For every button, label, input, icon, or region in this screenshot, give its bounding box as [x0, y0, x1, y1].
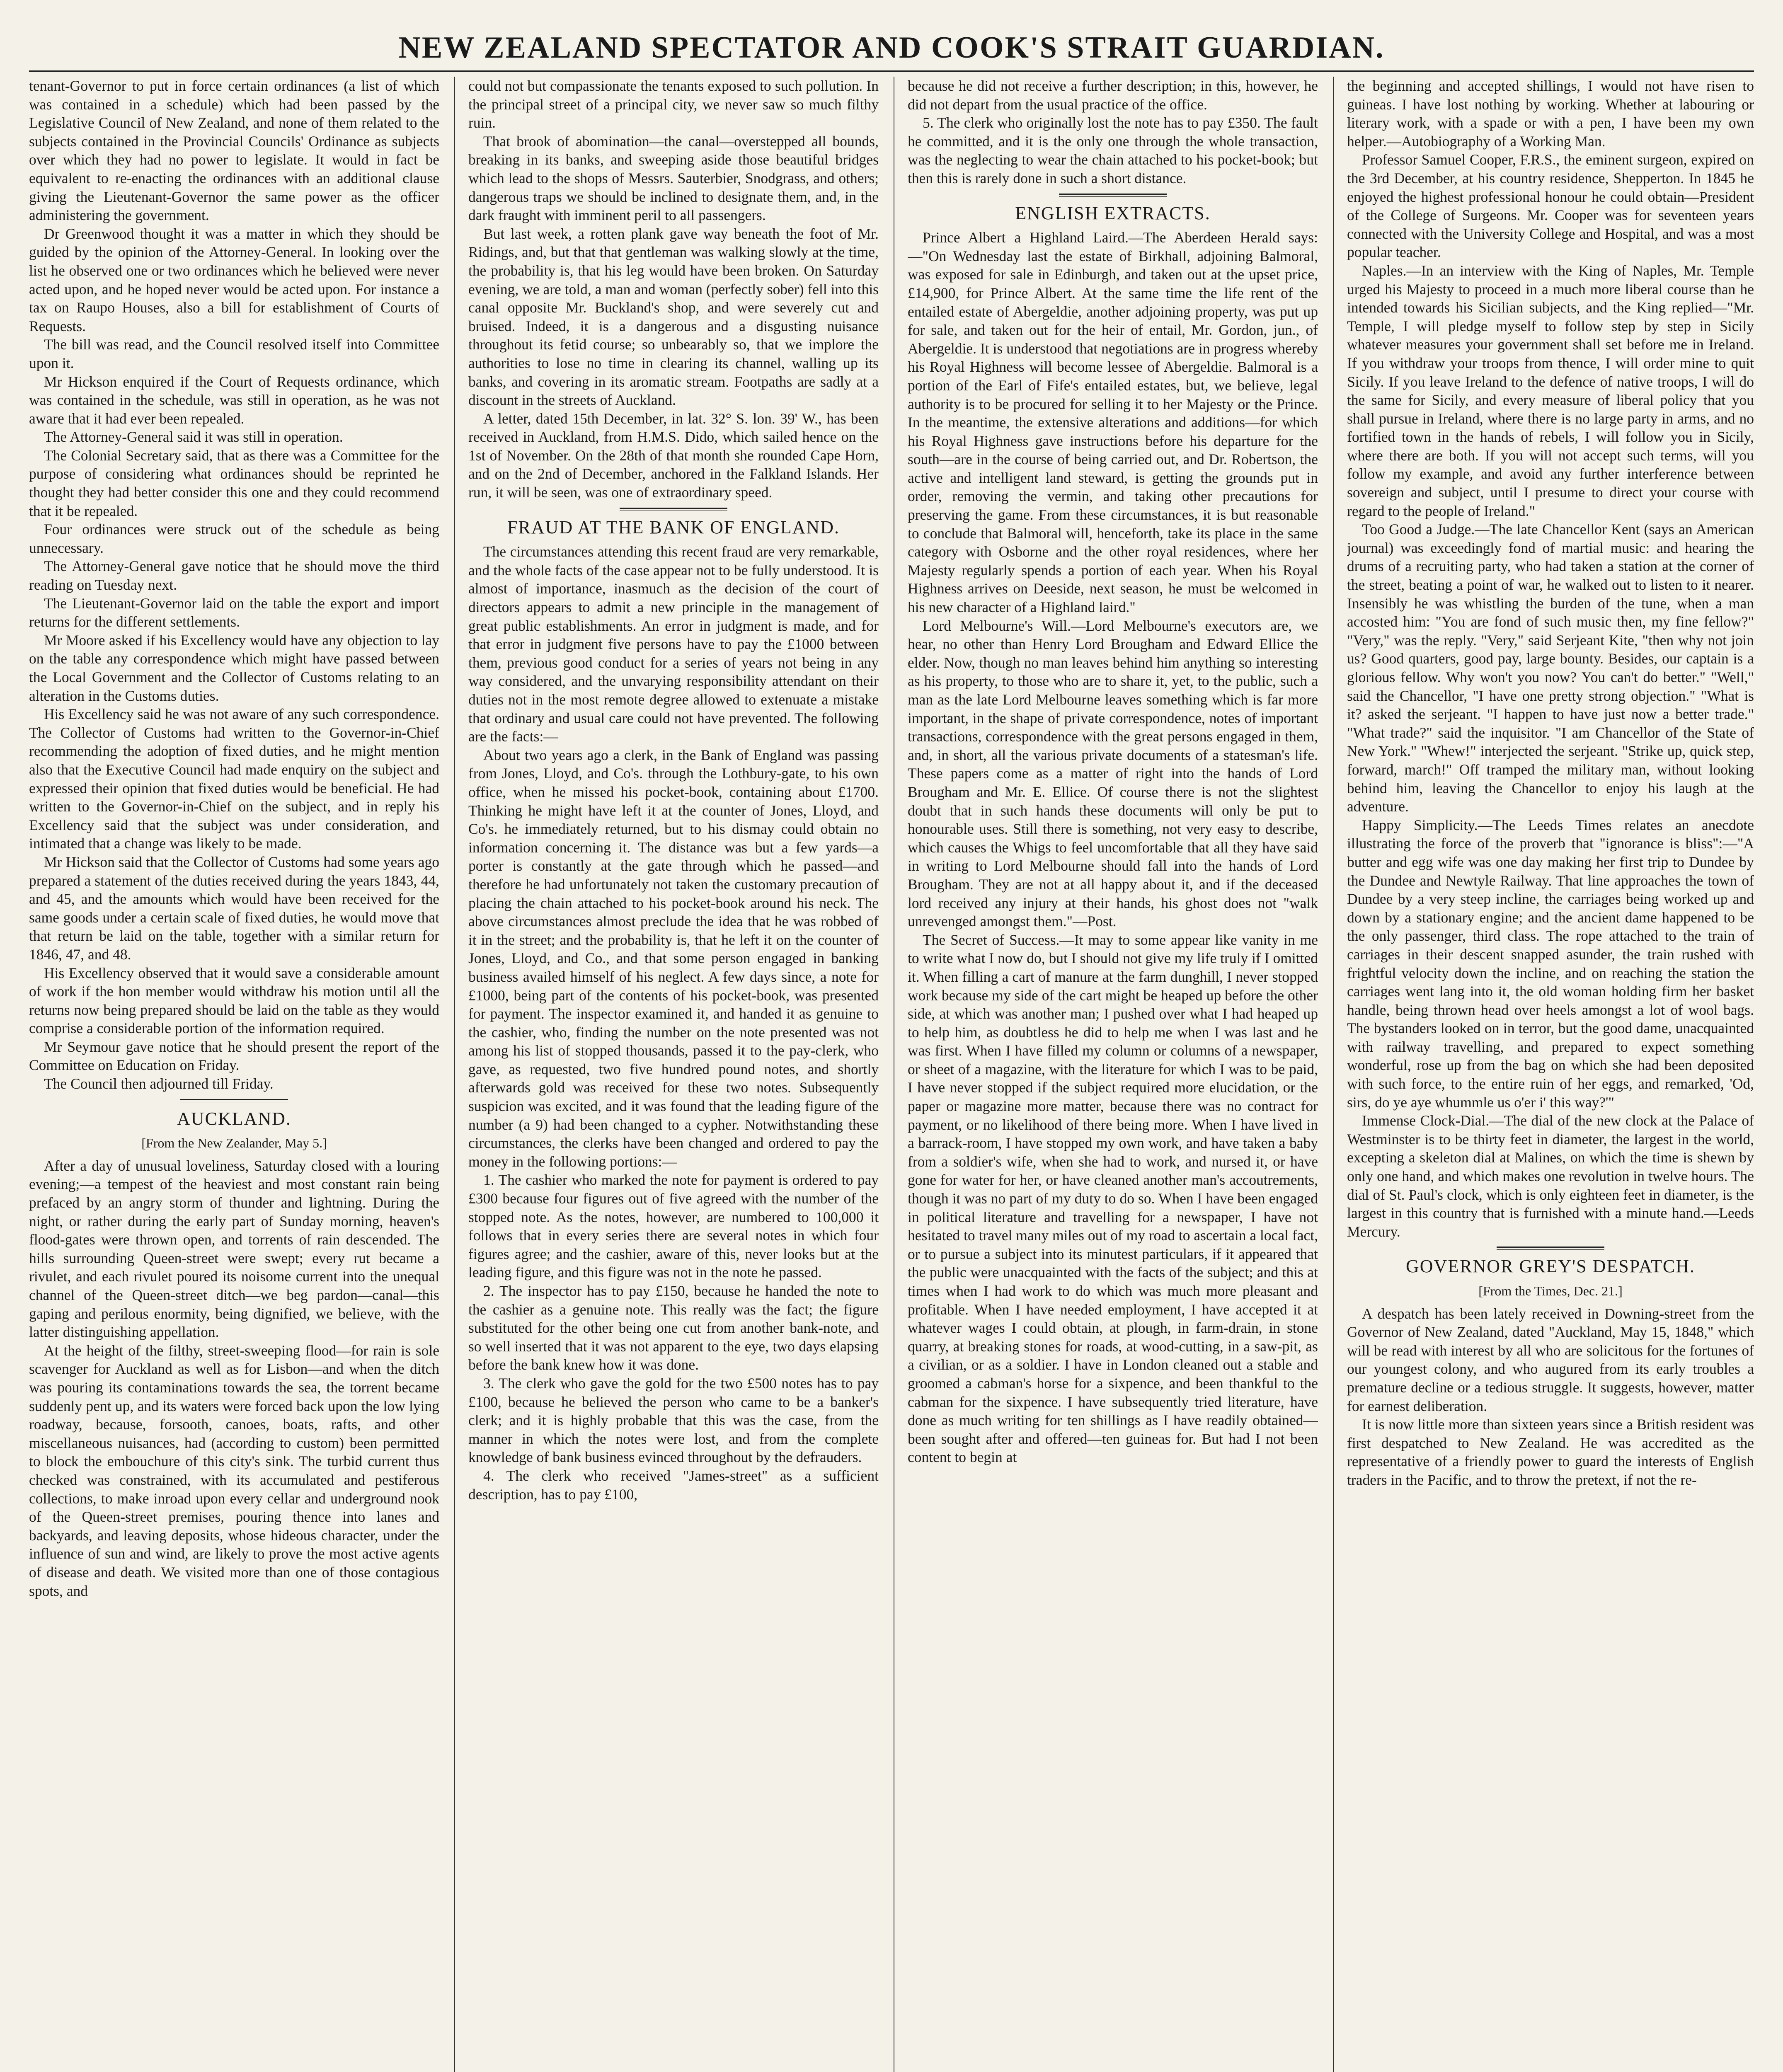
paragraph: Mr Hickson said that the Collector of Customs had some years ago prepared a statement of the duties received during the years 1843, 44, and 45, and the amounts which would have been received for the same goods under a certain scale of fixed duties, he would move that that return be laid on the table, together with a similar return for 1846, 47, and 48.: [29, 853, 439, 963]
paragraph: The Attorney-General gave notice that he should move the third reading on Tuesday next.: [29, 558, 439, 593]
paragraph: A despatch has been lately received in Downing-street from the Governor of New Zealand, dated "Auckland, May 15, 1848," which will be read with interest by all who are solicitous for the fortunes of our youngest colony, and who augured from its early troubles a premature decline or a tedious struggle. It suggests, however, matter for earnest deliberation.: [1347, 1305, 1754, 1414]
paragraph: Mr Seymour gave notice that he should present the report of the Committee on Education on Friday.: [29, 1038, 439, 1074]
masthead: NEW ZEALAND SPECTATOR AND COOK'S STRAIT GUARDIAN.: [29, 25, 1754, 72]
newspaper-page: [29, 25, 1754, 2072]
paragraph: Happy Simplicity.—The Leeds Times relates an anecdote illustrating the force of the proverb that "ignorance is bliss":—"A butter and egg wife was one day making her first trip to Dundee by the Dundee and Newtyle Railway. That line approaches the town of Dundee by a very steep incline, the carriages being worked up and down by a stationary engine; and the ancient dame happened to be the only passenger, third class. The rope attached to the train of carriages in their descent snapped asunder, the train rushed with frightful velocity down the incline, and on reaching the station the carriages went lang into it, the old woman holding firm her basket handle, being thrown head over heels amongst a lot of wool bags. The bystanders looked on in terror, but the good dame, unacquainted with railway travelling, and prepared to expect something wonderful, rose up from the bag on which she had been deposited with such force, to the entire ruin of her eggs, and remarked, 'Od, sirs, do ye aye whummle us o'er i' this way?'": [1347, 816, 1754, 1111]
paragraph: The Colonial Secretary said, that as there was a Committee for the purpose of considering what ordinances should be reprinted he thought they had better consider this one and they could recommend that it be repealed.: [29, 447, 439, 519]
paragraph: His Excellency observed that it would save a considerable amount of work if the hon member would withdraw his motion until all the returns now being prepared should be laid on the table as they would comprise a considerable portion of the information required.: [29, 964, 439, 1037]
paragraph: That brook of abomination—the canal—overstepped all bounds, breaking in its banks, and sweeping aside those beautiful bridges which lead to the shops of Messrs. Sauterbier, Snodgrass, and others; dangerous traps we should be inclined to designate them, and, in the dark fraught with imminent peril to all passengers.: [468, 133, 879, 224]
paragraph: the beginning and accepted shillings, I would not have risen to guineas. I have lost nothing by working. Whether at labouring or literary work, with a spade or with a pen, I have been my own helper.—Autobiography of a Working Man.: [1347, 77, 1754, 150]
section-heading: FRAUD AT THE BANK OF ENGLAND.: [507, 517, 840, 537]
column-1: [29, 77, 439, 2072]
paragraph: The Secret of Success.—It may to some appear like vanity in me to write what I now do, but I should not give my life truly if I omitted it. When filling a cart of manure at the farm dunghill, I never stopped work because my side of the cart might be heaped up before the other side, at which was another man; I pushed over what I had heaped up to help him, as doubtless he did to help me when I was last and he was first. When I have filled my column or columns of a newspaper, or sheet of a magazine, with the literature for which I was to be paid, I have never stopped if the subject required more elucidation, or the paper or magazine more matter, because there was no contract for payment, or no likelihood of there being more. When I have lived in a barrack-room, I have stopped my own work, and have taken a baby from a soldier's wife, when she had to work, and nursed it, or have gone for water for her, or have cleaned another man's accoutrements, though it was no part of my duty to do so. When I have been engaged in political literature and travelling for a newspaper, I have not hesitated to travel many miles out of my road to ascertain a local fact, or to pursue a subject into its minutest particulars, if it appeared that the public were unacquainted with the facts of the subject; and this at times when I had work to do which was much more pleasant and profitable. When I have needed employment, I have accepted it at whatever wages I could obtain, at plough, in farm-drain, in stone quarry, at breaking stones for roads, at wood-cutting, in a saw-pit, as a civilian, or as a soldier. I have in London cleaned out a stable and groomed a cabman's horse for a sixpence, and been thankful to the cabman for the sixpence. I have subsequently tried literature, have done as much writing for ten shillings as I have readily obtained—been sought after and offered—ten guineas for. But had I not been content to begin at: [908, 931, 1318, 1466]
paragraph: Professor Samuel Cooper, F.R.S., the eminent surgeon, expired on the 3rd December, at his country residence, Shepperton. In 1845 he enjoyed the highest professional honour he could obtain—President of the College of Surgeons. Mr. Cooper was for seventeen years connected with the University College and Hospital, and was a most popular teacher.: [1347, 151, 1754, 261]
paragraph: It is now little more than sixteen years since a British resident was first despatched to New Zealand. He was accredited as the representative of a friendly power to guard the interests of English traders in the Pacific, and to throw the pretext, if not the re-: [1347, 1416, 1754, 1488]
paragraph: 1. The cashier who marked the note for payment is ordered to pay £300 because four figures out of five agreed with the number of the stopped note. As the notes, however, are numbered to 100,000 it follows that in every series there are several notes in which four figures agree; and the cashier, aware of this, never looks but at the leading figure, and this figure was not in the note he passed.: [468, 1172, 879, 1281]
paragraph: 5. The clerk who originally lost the note has to pay £350. The fault he committed, and it is the only one through the whole transaction, was the neglecting to wear the chain attached to his pocket-book; but then this is rarely done in such a short distance.: [908, 114, 1318, 186]
paragraph: Mr Hickson enquired if the Court of Requests ordinance, which was contained in the schedule, was still in operation, as he was not aware that it had ever been repealed.: [29, 373, 439, 427]
section-divider: [180, 1099, 288, 1102]
source-line: [From the New Zealander, May 5.]: [141, 1135, 327, 1151]
paragraph: because he did not receive a further description; in this, however, he did not depart from the usual practice of the office.: [908, 77, 1318, 113]
paragraph: 4. The clerk who received "James-street" as a sufficient description, has to pay £100,: [468, 1467, 879, 1503]
paragraph: The Lieutenant-Governor laid on the table the export and import returns for the different settlements.: [29, 595, 439, 630]
section-heading: ENGLISH EXTRACTS.: [1015, 203, 1211, 223]
paragraph: 3. The clerk who gave the gold for the two £500 notes has to pay £100, because he believed the person who came to be a banker's clerk; and it is highly probable that this was the case, from the manner in which the notes were lost, and from the complete knowledge of bank business evinced throughout by the defrauders.: [468, 1375, 879, 1466]
paragraph: The bill was read, and the Council resolved itself into Committee upon it.: [29, 336, 439, 371]
paragraph: Four ordinances were struck out of the schedule as being unnecessary.: [29, 521, 439, 556]
column-3: [908, 77, 1318, 2072]
paragraph: The circumstances attending this recent fraud are very remarkable, and the whole facts of the case appear not to be fully understood. It is almost of importance, inasmuch as the decision of the court of directors appears to admit a new principle in the management of great public establishments. An error in judgment is made, and for that error in judgment five persons have to pay the £1000 between them, previous good conduct for a series of years not being in any way considered, and the unvarying responsibility attendant on their duties not in the most remote degree allowed to extenuate a mistake that ordinary and usual care could not have prevented. The following are the facts:—: [468, 543, 879, 745]
paragraph: After a day of unusual loveliness, Saturday closed with a louring evening;—a tempest of the heaviest and most constant rain being prefaced by an angry storm of thunder and lightning. During the night, or rather during the early part of Sunday morning, heaven's flood-gates were thrown open, and torrents of rain descended. The hills surrounding Queen-street were swept; every rut became a rivulet, and each rivulet poured its noisome current into the unequal channel of the Queen-street ditch—we beg pardon—canal—this gaping and perilous enormity, being dignified, we believe, with the latter distinguishing appellation.: [29, 1157, 439, 1341]
paragraph: The Attorney-General said it was still in operation.: [44, 428, 343, 445]
section-divider: [1059, 194, 1167, 197]
paragraph: About two years ago a clerk, in the Bank of England was passing from Jones, Lloyd, and Co's. through the Lothbury-gate, to his own office, when he missed his pocket-book, containing about £1700. Thinking he might have left it at the counter of Jones, Lloyd, and Co's. he immediately returned, but to his dismay could obtain no information concerning it. The distance was but a few yards—a porter is constantly at the gate through which he passed—and therefore he had unfortunately not taken the customary precaution of placing the chain attached to his pocket-book around his neck. The above circumstances almost preclude the idea that he was robbed of it in the street; and the probability is, that he left it on the counter of Jones, Lloyd, and Co., and that some person engaged in banking business availed himself of his neglect. A few days since, a note for £1000, being part of the contents of his pocket-book, was presented for payment. The inspector examined it, and handed it as genuine to the cashier, who, finding the number on the note presented was not among his list of stopped thousands, passed it to the pay-clerk, who gave, as requested, two five hundred pound notes, and shortly afterwards gold was received for these two notes. Subsequently suspicion was excited, and it was found that the leading figure of the number (a 9) had been changed to a cypher. Notwithstanding these circumstances, the clerks have been changed and ordered to pay the money in the following portions:—: [468, 746, 879, 1170]
paragraph: His Excellency said he was not aware of any such correspondence. The Collector of Customs had written to the Governor-in-Chief recommending the adoption of fixed duties, and he might mention also that the Executive Council had made enquiry on the subject and expressed their opinion that fixed duties would be beneficial. He had written to the Governor-in-Chief on the subject, and in reply his Excellency said that the subject was under consideration, and intimated that a change was likely to be made.: [29, 706, 439, 852]
paragraph: Lord Melbourne's Will.—Lord Melbourne's executors are, we hear, no other than Henry Lord Brougham and Edward Ellice the elder. Now, though no man leaves behind him anything so interesting as his property, to those who are to share it, yet, to the public, such a man as the late Lord Melbourne leaves something which is far more important, in the shape of private correspondence, notes of important transactions, correspondence with the great persons engaged in them, and, in short, all the various private documents of a statesman's life. These papers come as a matter of right into the hands of Lord Brougham and Mr. E. Ellice. Of course there is not the slightest doubt that in such hands these documents will only be put to honourable uses. Still there is something, not very easy to describe, which causes the Whigs to feel uncomfortable that all they have said in writing to Lord Melbourne should fall into the hands of Lord Brougham. They are not at all happy about it, and if the deceased lord received any injury at their hands, his ghost does not "walk unrevenged amongst them."—Post.: [908, 617, 1318, 930]
paragraph: Mr Moore asked if his Excellency would have any objection to lay on the table any correspondence which might have passed between the Local Government and the Collector of Customs relating to an alteration in the Customs duties.: [29, 632, 439, 704]
column-rule: [1333, 77, 1334, 2072]
paragraph: Immense Clock-Dial.—The dial of the new clock at the Palace of Westminster is to be thirty feet in diameter, the largest in the world, excepting a skeleton dial at Malines, on which the time is shewn by only one hand, and which makes one revolution in twelve hours. The dial of St. Paul's clock, which is only eighteen feet in diameter, is the largest in this country that is furnished with a minute hand.—Leeds Mercury.: [1347, 1112, 1754, 1240]
paragraph: Naples.—In an interview with the King of Naples, Mr. Temple urged his Majesty to proceed in a much more liberal course than he intended towards his Sicilian subjects, and the King replied—"Mr. Temple, I will pledge myself to follow step by step in Sicily whatever measures your government shall set before me in Ireland. If you withdraw your troops from thence, I will order mine to quit Sicily. If you leave Ireland to the defence of native troops, I will do the same for Sicily, and every measure of liberal policy that you shall pursue in Ireland, where there is no large party in arms, and no fortified town in the hands of rebels, I will follow you in Sicily, where there are both. If you will not accept such terms, will you follow my example, and avoid any further interference between sovereign and subject, until I presume to direct your course with regard to the people of Ireland.": [1347, 262, 1754, 519]
section-divider: [620, 508, 727, 511]
paragraph: Prince Albert a Highland Laird.—The Aberdeen Herald says:—"On Wednesday last the estate of Birkhall, adjoining Balmoral, was exposed for sale in Edinburgh, and taken out at the upset price, £14,900, for Prince Albert. At the same time the life rent of the entailed estate of Abergeldie, another adjoining property, was put up for sale, and taken out for the heir of entail, Mr. Gordon, jun., of Abergeldie. It is understood that negotiations are in progress whereby his Royal Highness will become lessee of Abergeldie. Balmoral is a portion of the Earl of Fife's entailed estates, but, we believe, legal authority is to be procured for selling it to her Majesty or the Prince. In the meantime, the extensive alterations and additions—for which his Royal Highness gave instructions before his departure for the south—are in the course of being carried out, and Dr. Robertson, the active and intelligent land steward, is getting the grounds put in order, removing the vermin, and taking other precautions for preserving the game. From these circumstances, it is but reasonable to conclude that Balmoral will, henceforth, take its place in the same category with Osborne and the other royal residences, where her Majesty regularly spends a portion of each year. When his Royal Highness arrives on Deeside, next season, he must be welcomed in his new character of a Highland laird.": [908, 229, 1318, 616]
source-line: [From the Times, Dec. 21.]: [1478, 1283, 1623, 1298]
paragraph: But last week, a rotten plank gave way beneath the foot of Mr. Ridings, and, but that that gentleman was walking slowly at the time, the probability is, that his leg would have been broken. On Saturday evening, we are told, a man and woman (perfectly sober) fell into this canal opposite Mr. Buckland's shop, and were severely cut and bruised. Indeed, it is a dangerous and a disgusting nuisance throughout its fetid course; so unbearably so, that we implore the authorities to lose no time in clearing its channel, walling up its banks, and covering in its aromatic stream. Footpaths are sadly at a discount in the streets of Auckland.: [468, 225, 879, 409]
paragraph: Too Good a Judge.—The late Chancellor Kent (says an American journal) was exceedingly fond of martial music: and hearing the drums of a recruiting party, who had taken a station at the corner of the street, beating a point of war, he walked out to listen to it nearer. Insensibly he was whistling the burden of the tune, when a man accosted him: "You are fond of such music then, my fine fellow?" "Very," was the reply. "Very," said Serjeant Kite, "then why not join us? Good quarters, good pay, large bounty. Besides, our captain is a glorious fellow. Why won't you now? You can't do better." "Well," said the Chancellor, "I have one pretty strong objection." "What is it? asked the serjeant. "I happen to have just now a better trade." "What trade?" said the inquisitor. "I am Chancellor of the State of New York." "Whew!" interjected the serjeant. "Strike up, quick step, forward, march!" Off tramped the military man, without looking behind him, leaving the Chancellor to enjoy his laugh at the adventure.: [1347, 521, 1754, 815]
paragraph: Dr Greenwood thought it was a matter in which they should be guided by the opinion of the Attorney-General. In looking over the list he observed one or two ordinances which he believed were never acted upon, and he hoped never would be acted upon. For instance a tax on Raupo Houses, also a bill for establishment of Courts of Requests.: [29, 225, 439, 334]
column-4: [1347, 77, 1754, 2072]
section-divider: [1497, 1247, 1604, 1250]
column-2: [468, 77, 879, 2072]
paragraph: A letter, dated 15th December, in lat. 32° S. lon. 39' W., has been received in Auckland, from H.M.S. Dido, which sailed hence on the 1st of November. On the 28th of that month she rounded Cape Horn, and on the 2nd of December, anchored in the Falkland Islands. Her run, it will be seen, was one of extraordinary speed.: [468, 410, 879, 501]
columns: [29, 77, 1754, 2072]
paragraph: The Council then adjourned till Friday.: [44, 1075, 274, 1092]
paragraph: tenant-Governor to put in force certain ordinances (a list of which was contained in a schedule) which had been passed by the Legislative Council of New Zealand, and none of them related to the subjects contained in the Provincial Councils' Ordinance as subjects over which they had no power to legislate. It would in fact be equivalent to re-enacting the ordinances with an additional clause giving the Lieutenant-Governor the same power as the officer administering the government.: [29, 77, 439, 224]
column-rule: [454, 77, 455, 2072]
paragraph: At the height of the filthy, street-sweeping flood—for rain is sole scavenger for Auckland as well as for Lisbon—and when the ditch was pouring its contaminations towards the sea, the torrent became suddenly pent up, and its waters were forced back upon the low lying roadway, because, forsooth, canoes, boats, rafts, and other miscellaneous nuisances, had (according to custom) been permitted to block the embouchure of this city's sink. The turbid current thus checked was constrained, with its accumulated and pestiferous collections, to make inroad upon every cellar and underground nook of the Queen-street premises, pouring thence into lanes and backyards, and leaving deposits, whose hideous character, under the influence of sun and wind, are likely to prove the most active agents of disease and death. We visited more than one of those contagious spots, and: [29, 1342, 439, 1599]
paragraph: 2. The inspector has to pay £150, because he handed the note to the cashier as a genuine note. This really was the fact; the figure substituted for the other being one cut from another bank-note, and so well inserted that it was not apparent to the eye, two days elapsing before the bank knew how it was done.: [468, 1283, 879, 1373]
paragraph: could not but compassionate the tenants exposed to such pollution. In the principal street of a principal city, we never saw so much filthy ruin.: [468, 77, 879, 131]
section-heading: GOVERNOR GREY'S DESPATCH.: [1405, 1256, 1696, 1277]
section-heading: AUCKLAND.: [177, 1108, 291, 1129]
